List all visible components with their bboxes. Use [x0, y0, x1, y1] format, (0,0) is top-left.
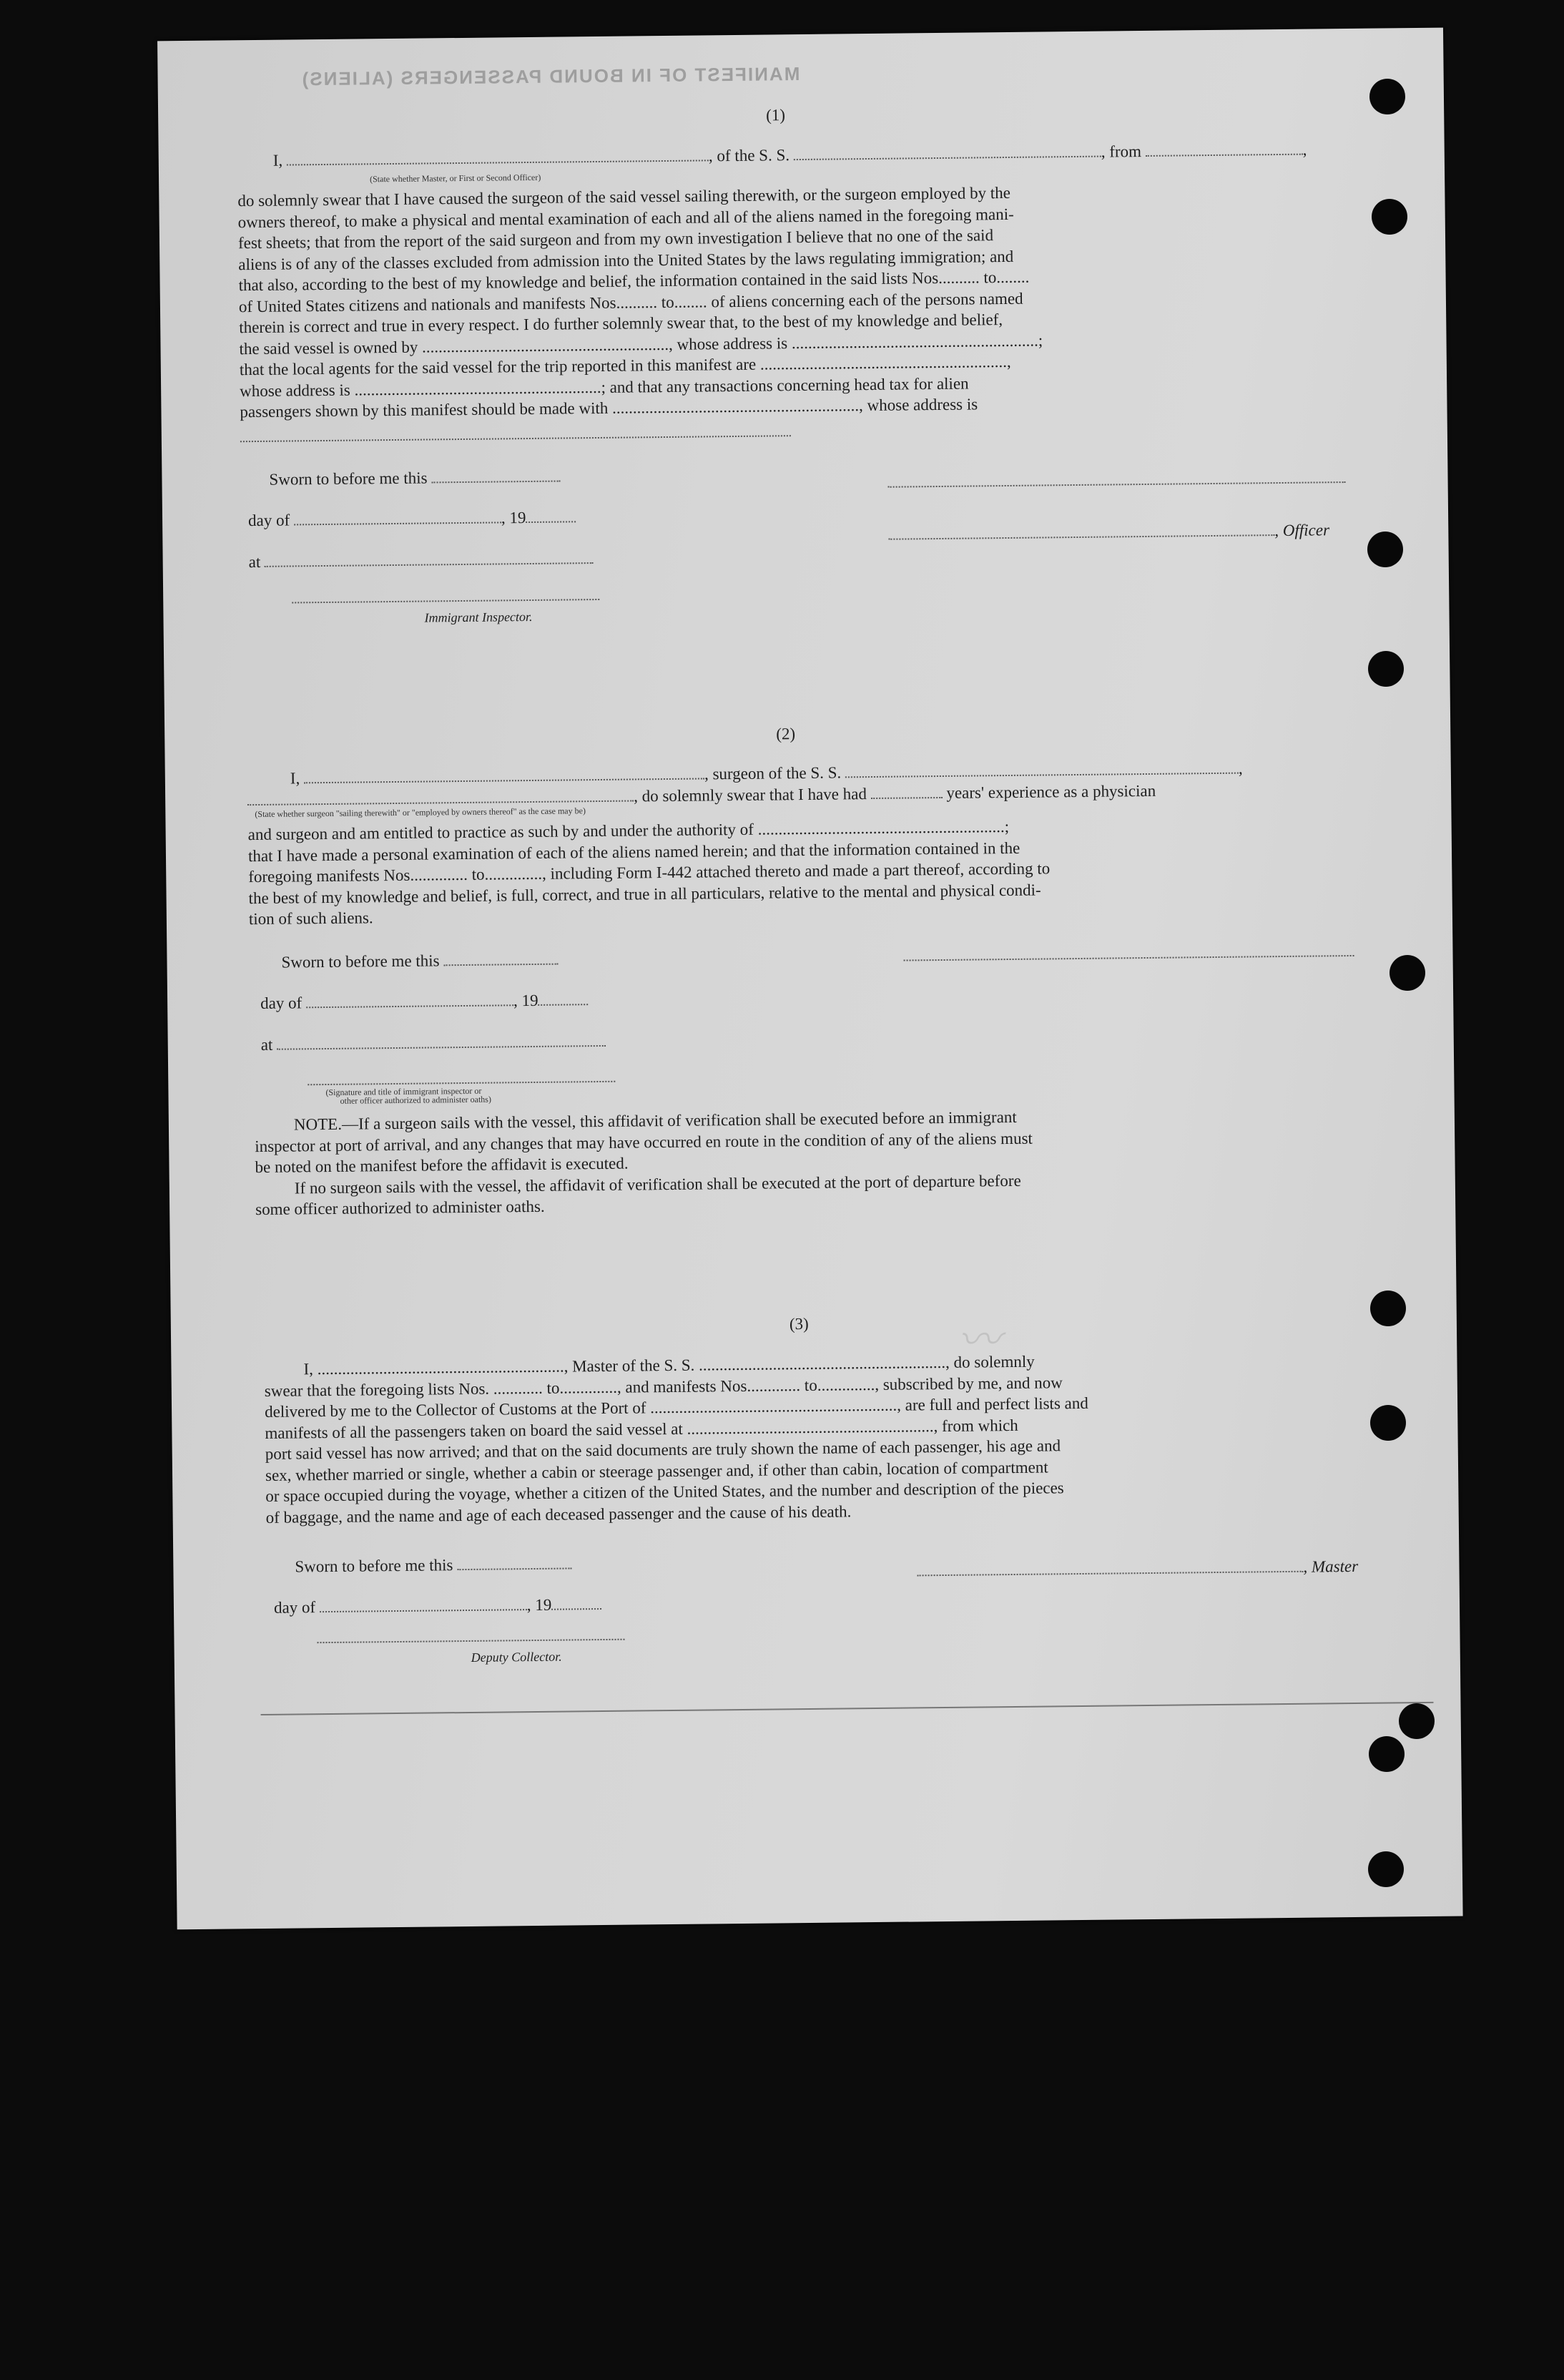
section-2-sig-note-1: (Signature and title of immigrant inspector or — [325, 1085, 482, 1098]
section-3-number: (3) — [789, 1314, 809, 1333]
section-2-note: (State whether surgeon "sailing therewith" or "employed by owners thereof" as the case may be) — [255, 805, 586, 820]
punch-hole — [1369, 1736, 1405, 1772]
section-2-paragraph: and surgeon and am entitled to practice as such by and under the authority of ............................................................; that I have made a personal examination of each of the aliens named herein; and that the information contained in the foregoing manifests Nos.............. to.............., including Form I-442 attached thereto and made a part thereof, according to the best of my knowledge and belief, is full, correct, and true in all particulars, relative to the mental and physical condi- tion of such aliens. — [247, 818, 1051, 929]
punch-hole — [1370, 1291, 1406, 1326]
section-1-inspector-label: Immigrant Inspector. — [424, 609, 533, 625]
bottom-rule — [261, 1702, 1434, 1715]
section-2-intro: I, , surgeon of the S. S. , — [290, 759, 1243, 788]
section-1-address-line — [240, 435, 791, 442]
punch-hole — [1372, 199, 1407, 235]
section-1-sworn: Sworn to before me this — [269, 466, 560, 490]
section-2-number: (2) — [776, 725, 796, 743]
section-1-inspector-line — [292, 599, 599, 604]
manifest-page — [157, 28, 1463, 1930]
section-1-title-note: (State whether Master, or First or Second Officer) — [370, 172, 541, 185]
bleed-through-mark: 〰 — [957, 1316, 1001, 1364]
section-3-sworn: Sworn to before me this — [295, 1553, 571, 1577]
punch-hole — [1368, 1851, 1404, 1887]
section-3-collector-line — [317, 1639, 624, 1644]
section-3-master: , Master — [917, 1556, 1358, 1581]
punch-hole — [1399, 1703, 1435, 1739]
section-3-collector-label: Deputy Collector. — [471, 1649, 562, 1665]
punch-hole — [1368, 651, 1404, 687]
section-2-at: at — [261, 1031, 606, 1055]
section-2-sworn: Sworn to before me this — [281, 949, 558, 973]
punch-hole — [1390, 955, 1425, 991]
section-1-at: at — [249, 548, 594, 572]
section-2-sig-note-2: other officer authorized to administer oaths) — [340, 1094, 492, 1106]
section-2-inspector-line — [308, 1081, 615, 1086]
section-3-day: day of , 19 — [274, 1594, 602, 1618]
section-1-officer: , Officer — [888, 519, 1329, 544]
section-2-day: day of , 19 — [260, 989, 589, 1014]
section-2-signature-line — [904, 955, 1354, 961]
section-1-intro: I, , of the S. S. , from , — [272, 140, 1307, 170]
punch-hole — [1369, 79, 1405, 114]
section-1-paragraph: do solemnly swear that I have caused the surgeon of the said vessel sailing therewith, or the surgeon employed by the owners thereof, to make a physical and mental examination of each and all of the aliens named in the foregoing mani- fest sheets; that from the report of the said surgeon and from my own investigation I believe that no one of the said aliens is of any of the classes excluded from admission into the United States by the laws regulating immigration; and that also, according to the best of my knowledge and belief, the information contained in the said lists Nos.......... to........ of United States citizens and nationals and manifests Nos.......... to........ of aliens concerning each of the persons named therein is correct and true in every respect. I do further solemnly swear that, to the best of my knowledge and belief, the said vessel is owned by ............................................................, whose address is ............................................................; that the local agents for the said vessel for the trip reported in this manifest are ............................................................, whose address is ............................................................; and that any transactions concerning head tax for alien passengers shown by this manifest should be made with ............................................................, whose address is — [237, 183, 1043, 421]
section-1-number: (1) — [766, 106, 786, 124]
section-2-note-paragraph: NOTE.—If a surgeon sails with the vessel, this affidavit of verification shall be executed before an immigrant inspector at port of arrival, and any changes that may have occurred en route in the condition of any of the aliens must be noted on the manifest before the affidavit is executed. If no surgeon sails with the vessel, the affidavit of verification shall be executed at the port of departure before some officer authorized to administer oaths. — [255, 1107, 1033, 1219]
punch-hole — [1370, 1405, 1406, 1441]
punch-hole — [1367, 532, 1403, 567]
section-2-line2: , do solemnly swear that I have had years' experience as a physician — [247, 780, 1156, 811]
ghost-header: MANIFEST OF IN BOUND PASSENGERS (ALIENS) — [300, 63, 800, 90]
section-1-day: day of , 19 — [248, 506, 576, 531]
section-3-paragraph: I, ............................................................, Master of the S. S. ............................................................, do solemnly swear that the foregoing lists Nos. ............ to.............., and manifests Nos............. to.............., subscribed by me, and now delivered by me to the Collector of Customs at the Port of ............................................................, are full and perfect lists and manifests of all the passengers taken on board the said vessel at ............................................................, from which port said vessel has now arrived; and that on the said documents are truly shown the name of each passenger, his age and sex, whether married or single, whether a cabin or steerage passenger and, if other than cabin, location of compartment or space occupied during the voyage, whether a citizen of the United States, and the number and description of the pieces of baggage, and the name and age of each deceased passenger and the cause of his death. — [264, 1352, 1088, 1527]
section-1-signature-line — [888, 481, 1346, 488]
